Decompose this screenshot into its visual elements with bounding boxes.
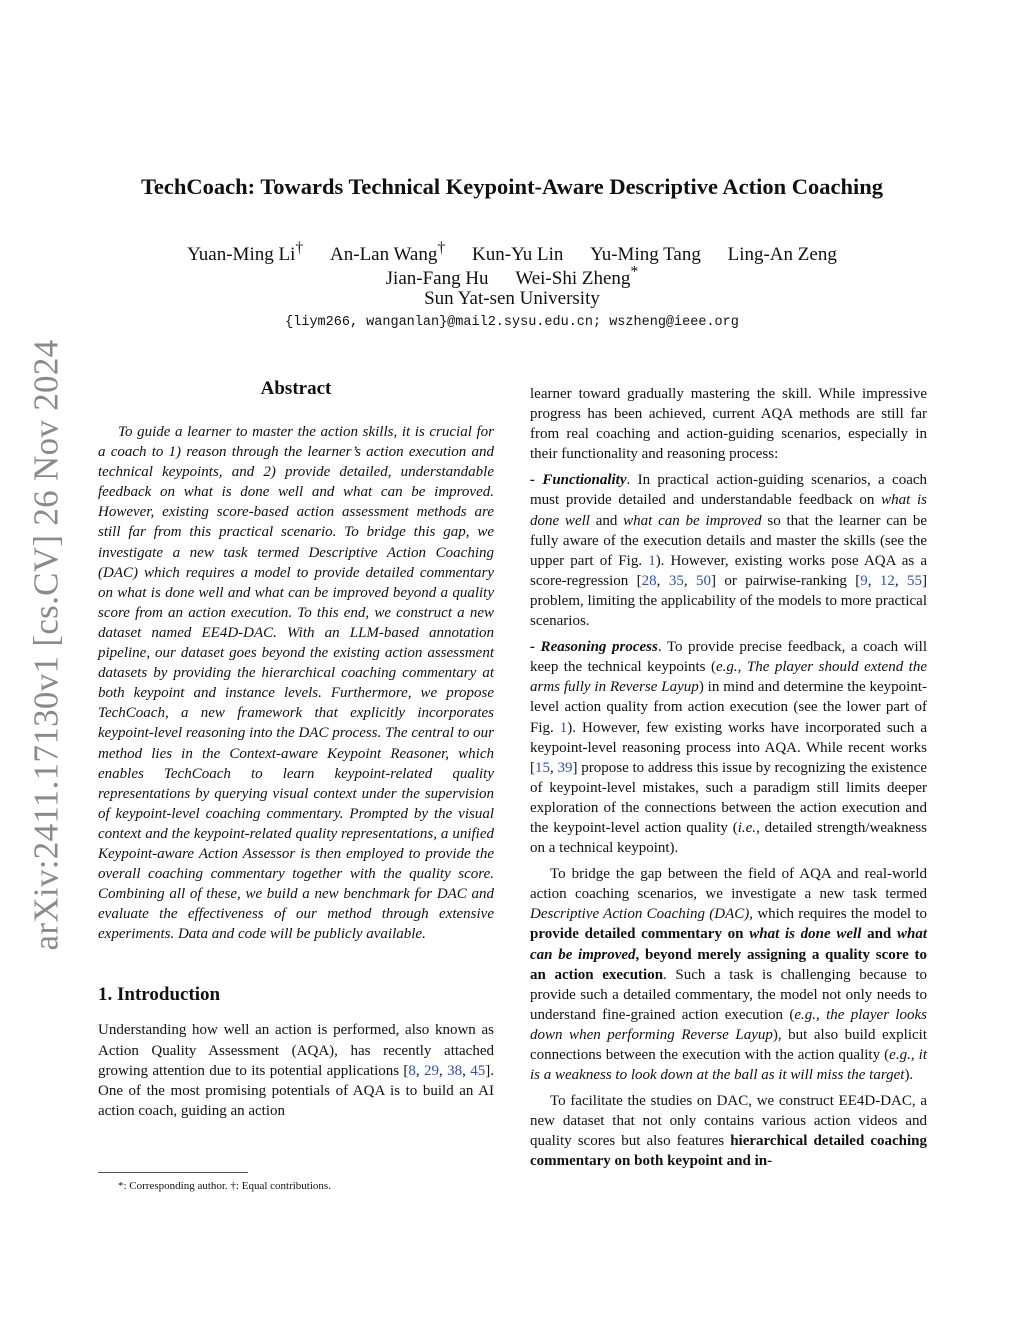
footnote-divider: [98, 1172, 248, 1173]
author: Ling-An Zeng: [727, 244, 837, 266]
author: Kun-Yu Lin: [472, 244, 564, 266]
reasoning-paragraph: - Reasoning process. To provide precise feedback, a coach will keep the technical keypoints (e.g., The player should extend the arms fully in Reverse Layup) in mind and determine the keypoint-level action quality from action execution (see the lower part of Fig. 1). However, few existing works have incorporated such a keypoint-level reasoning process into AQA. While recent works [15, 39] propose to address this issue by recognizing the existence of keypoint-level mistakes, such a paradigm still limits deeper exploration of the connections between the action execution and the keypoint-level action quality (i.e., detailed strength/weakness on a technical keypoint).: [530, 639, 927, 857]
figure-link[interactable]: 1: [648, 552, 656, 569]
citation-link[interactable]: 28: [641, 572, 657, 589]
citation-link[interactable]: 29: [424, 1062, 440, 1079]
abstract-heading: Abstract: [260, 378, 332, 399]
author: Wei-Shi Zheng*: [515, 264, 639, 290]
arxiv-side-identifier: [24, 339, 68, 951]
author: An-Lan Wang†: [330, 240, 446, 266]
figure-link[interactable]: 1: [559, 719, 568, 736]
citation-link[interactable]: 9: [860, 572, 868, 589]
affiliation: Sun Yat-sen University: [424, 288, 600, 309]
citation-link[interactable]: 8: [408, 1062, 416, 1079]
citation-link[interactable]: 50: [695, 572, 711, 589]
citation-link[interactable]: 39: [557, 759, 573, 776]
citation-link[interactable]: 12: [879, 572, 895, 589]
citation-link[interactable]: 35: [668, 572, 684, 589]
paper-title: TechCoach: Towards Technical Keypoint-Aware Descriptive Action Coaching: [140, 174, 884, 199]
intro-paragraph: To bridge the gap between the field of AQA and real-world action coaching scenarios, we investigate a new task termed Descriptive Action Coaching (DAC), which requires the model to provide detailed commentary on what is done well and what can be improved, beyond merely assigning a quality score to an action execution. Such a task is challenging because to provide such a detailed commentary, the model not only needs to understand fine-grained action execution (e.g., the player looks down when performing Reverse Layup), but also build explicit connections between the execution with the action quality (e.g., it is a weakness to look down at the ball as it will miss the target).: [530, 866, 928, 1084]
left-column: [98, 378, 494, 1121]
author: Yu-Ming Tang: [590, 244, 701, 266]
abstract-body: To guide a learner to master the action skills, it is crucial for a coach to 1) reason through the learner’s action execution and technical keypoints, and 2) provide detailed, understandable feedback on what is done well and what can be improved. However, existing score-based action assessment methods are still far from this practical scenario. To bridge this gap, we investigate a new task termed Descriptive Action Coaching (DAC) which requires a model to provide detailed commentary on what is done well and what can be improved beyond a quality score from an action execution. To this end, we construct a new dataset named EE4D-DAC. With an LLM-based annotation pipeline, our dataset goes beyond the existing action assessment datasets by providing the hierarchical coaching commentary at both keypoint and instance levels. Furthermore, we propose TechCoach, a new framework that explicitly incorporates keypoint-level reasoning into the DAC process. The central to our method lies in the Context-aware Keypoint Reasoner, which enables TechCoach to learn keypoint-related quality representations by querying visual context under the supervision of keypoint-level coaching commentary. Prompted by the visual context and the keypoint-related quality representations, a unified Keypoint-aware Action Assessor is then employed to provide the overall coaching commentary together with the quality score. Combining all of these, we build a new benchmark for DAC and evaluate the effectiveness of our method through extensive experiments. Data and code will be publicly available.: [98, 424, 494, 943]
citation-link[interactable]: 45: [470, 1062, 486, 1079]
right-column: [530, 384, 927, 1172]
functionality-paragraph: - Functionality. In practical action-guiding scenarios, a coach must provide detailed and understandable feedback on what is done well and what can be improved so that the learner can be fully aware of the execution details and master the skills (see the upper part of Fig. 1). However, existing works pose AQA as a score-regression [28, 35, 50] or pairwise-ranking [9, 12, 55] problem, limiting the applicability of the models to more practical scenarios.: [530, 472, 928, 630]
intro-paragraph: learner toward gradually mastering the skill. While impressive progress has been achieved, current AQA methods are still far from real coaching and action-guiding scenarios, especially in their functionality and reasoning process:: [530, 386, 927, 463]
citation-link[interactable]: 55: [907, 572, 923, 589]
intro-paragraph: To facilitate the studies on DAC, we construct EE4D-DAC, a new dataset that not only contains various action videos and quality scores but also features hierarchical detailed coaching commentary on both keypoint and in-: [530, 1093, 928, 1170]
arxiv-id-text: arXiv:2411.17130v1 [cs.CV] 26 Nov 2024: [26, 339, 66, 951]
author-emails: {liym266, wanganlan}@mail2.sysu.edu.cn; wszheng@ieee.org: [285, 315, 739, 330]
citation-link[interactable]: 38: [447, 1062, 463, 1079]
footnote: *: Corresponding author. †: Equal contributions.: [118, 1180, 331, 1192]
introduction-heading: 1. Introduction: [98, 984, 221, 1006]
intro-paragraph: Understanding how well an action is performed, also known as Action Quality Assessment (AQA), has recently attached growing attention due to its potential applications [8, 29, 38, 45]. One of the most promising potentials of AQA is to build an AI action coach, guiding an action: [98, 1022, 494, 1119]
author: Jian-Fang Hu: [385, 268, 489, 290]
author: Yuan-Ming Li†: [187, 240, 304, 266]
author-line-2: [0, 264, 1024, 290]
citation-link[interactable]: 15: [535, 759, 550, 776]
author-line-1: [0, 240, 1024, 266]
